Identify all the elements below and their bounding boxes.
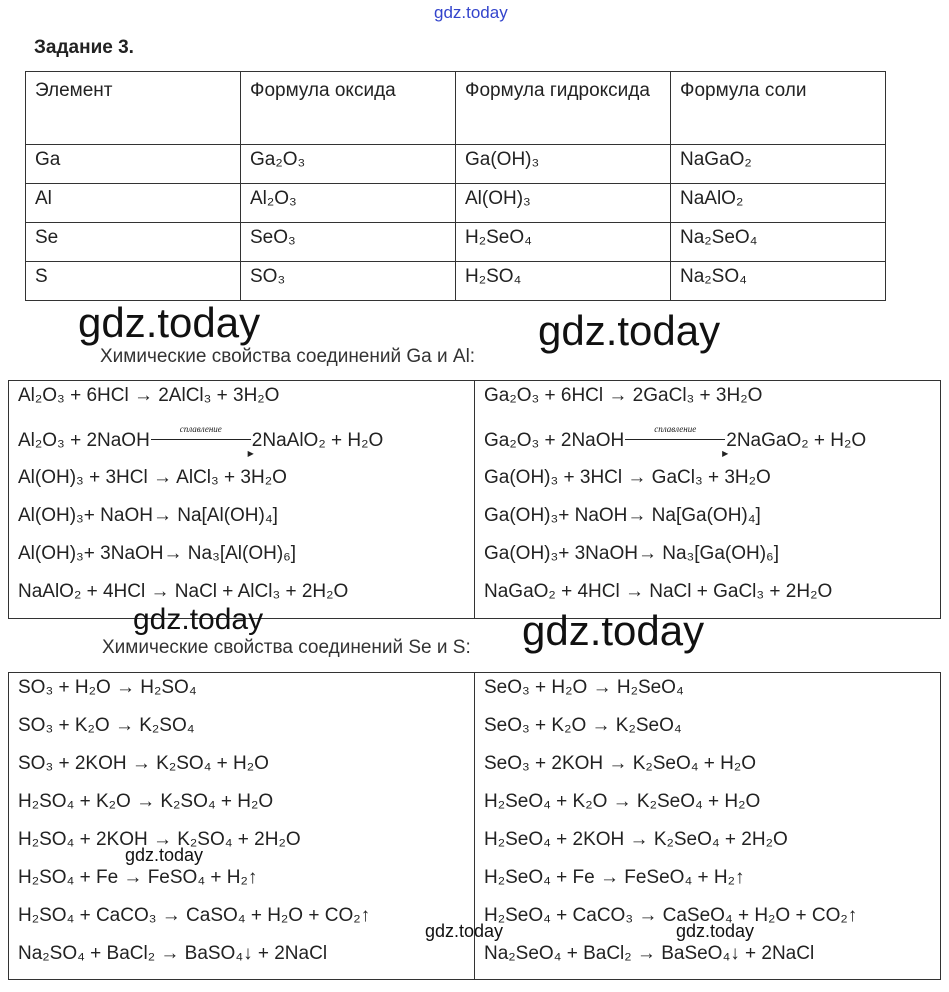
reaction-equation: H₂SeO₄ + Fe → FeSeO₄ + H₂↑ [484, 867, 745, 888]
reaction-equation: SeO₃ + 2KOH → K₂SeO₄ + H₂O [484, 753, 757, 774]
table-cell: Al₂O₃ [241, 184, 456, 223]
reaction-equation: Al₂O₃ + 6HCl → 2AlCl₃ + 3H₂O [18, 385, 280, 406]
fusion-arrow [624, 419, 729, 463]
header-cell: Формула соли [671, 72, 886, 145]
arrow-icon [625, 439, 725, 440]
products: 2NaGaO₂ + H₂O [726, 430, 867, 451]
watermark: gdz.today [125, 845, 204, 865]
reaction-equation: Al(OH)₃+ NaOH→ Na[Al(OH)₄] [18, 505, 278, 526]
watermark: gdz.today [434, 3, 508, 22]
table-cell: NaAlO₂ [671, 184, 886, 223]
reaction-equation: H₂SO₄ + 2KOH → K₂SO₄ + 2H₂O [18, 829, 301, 850]
table-row [26, 184, 886, 223]
reaction-equation: SeO₃ + H₂O → H₂SeO₄ [484, 677, 684, 698]
table-cell: H₂SeO₄ [456, 223, 671, 262]
table-row [26, 223, 886, 262]
reaction-equation: NaGaO₂ + 4HCl → NaCl + GaCl₃ + 2H₂O [484, 581, 833, 602]
watermark: gdz.today [78, 299, 261, 346]
reaction-equation: Al(OH)₃+ 3NaOH→ Na₃[Al(OH)₆] [18, 543, 297, 564]
reaction-equation: H₂SeO₄ + 2KOH → K₂SeO₄ + 2H₂O [484, 829, 788, 850]
reaction-equation: SO₃ + 2KOH → K₂SO₄ + H₂O [18, 753, 269, 774]
reaction-equation: NaAlO₂ + 4HCl → NaCl + AlCl₃ + 2H₂O [18, 581, 349, 602]
arrow-head-icon: ▶ [247, 449, 254, 458]
reactants: Ga₂O₃ + 2NaOH [484, 430, 625, 451]
reaction-equation: Al(OH)₃ + 3HCl → AlCl₃ + 3H₂O [18, 467, 287, 488]
watermark: gdz.today [425, 921, 504, 941]
fusion-label: сплавление [179, 424, 222, 434]
reaction-equation: H₂SeO₄ + CaCO₃ → CaSeO₄ + H₂O + CO₂↑ [484, 905, 858, 926]
table-cell: Ga₂O₃ [241, 145, 456, 184]
table-header-row [26, 72, 886, 145]
reactants: Al₂O₃ + 2NaOH [18, 430, 150, 451]
table-cell: Na₂SeO₄ [671, 223, 886, 262]
table-cell: S [26, 262, 241, 301]
table-cell: H₂SO₄ [456, 262, 671, 301]
section1-title: Химические свойства соединений Ga и Al: [100, 346, 476, 367]
table-cell: SO₃ [241, 262, 456, 301]
reaction-equation: Na₂SeO₄ + BaCl₂ → BaSeO₄↓ + 2NaCl [484, 943, 815, 964]
elements-table [25, 71, 886, 301]
reaction-equation: SO₃ + K₂O → K₂SO₄ [18, 715, 195, 736]
table-cell: Ga [26, 145, 241, 184]
arrow-icon [151, 439, 251, 440]
reaction-equation: SeO₃ + K₂O → K₂SeO₄ [484, 715, 682, 736]
fusion-label: сплавление [654, 424, 697, 434]
table-row [26, 145, 886, 184]
fusion-arrow [150, 419, 252, 463]
reaction-equation: Ga(OH)₃+ 3NaOH→ Na₃[Ga(OH)₆] [484, 543, 779, 564]
ga-reactions-column [474, 381, 940, 618]
reaction-equation: H₂SO₄ + K₂O → K₂SO₄ + H₂O [18, 791, 274, 812]
watermark: gdz.today [133, 603, 264, 636]
table-cell: Se [26, 223, 241, 262]
table-cell: Ga(OH)₃ [456, 145, 671, 184]
table-cell: Na₂SO₄ [671, 262, 886, 301]
task-title: Задание 3. [34, 37, 134, 58]
section2-title: Химические свойства соединений Se и S: [102, 637, 471, 658]
header-cell: Формула гидроксида [456, 72, 671, 145]
reaction-equation: H₂SO₄ + CaCO₃ → CaSO₄ + H₂O + CO₂↑ [18, 905, 371, 926]
reaction-equation: Ga₂O₃ + 6HCl → 2GaCl₃ + 3H₂O [484, 385, 763, 406]
watermark: gdz.today [538, 307, 721, 354]
reaction-equation: H₂SeO₄ + K₂O → K₂SeO₄ + H₂O [484, 791, 761, 812]
reaction-equation: Ga(OH)₃+ NaOH→ Na[Ga(OH)₄] [484, 505, 761, 526]
products: 2NaAlO₂ + H₂O [251, 430, 384, 451]
reaction-equation [18, 419, 465, 463]
table-cell: Al [26, 184, 241, 223]
reaction-equation: SO₃ + H₂O → H₂SO₄ [18, 677, 197, 698]
al-reactions-column [9, 381, 474, 618]
table-cell: SeO₃ [241, 223, 456, 262]
reaction-equation: Na₂SO₄ + BaCl₂ → BaSO₄↓ + 2NaCl [18, 943, 328, 964]
reaction-equation [484, 419, 931, 463]
arrow-head-icon: ▶ [722, 449, 729, 458]
header-cell: Элемент [26, 72, 241, 145]
header-cell: Формула оксида [241, 72, 456, 145]
watermark: gdz.today [676, 921, 755, 941]
table-cell: Al(OH)₃ [456, 184, 671, 223]
s-reactions-column [9, 673, 474, 979]
ga-al-reactions-box [8, 380, 941, 619]
watermark: gdz.today [522, 607, 705, 654]
table-cell: NaGaO₂ [671, 145, 886, 184]
reaction-equation: Ga(OH)₃ + 3HCl → GaCl₃ + 3H₂O [484, 467, 771, 488]
table-row [26, 262, 886, 301]
reaction-equation: H₂SO₄ + Fe → FeSO₄ + H₂↑ [18, 867, 258, 888]
